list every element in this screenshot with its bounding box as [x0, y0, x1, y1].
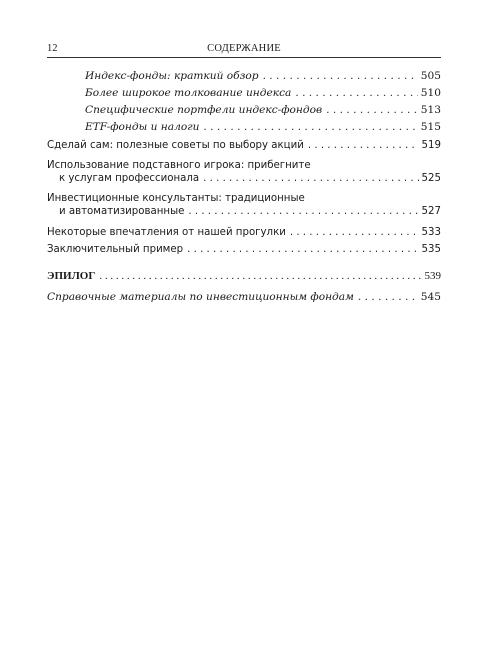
leader-dots	[203, 172, 418, 185]
leader-dots	[99, 270, 421, 283]
toc-entry	[47, 291, 441, 304]
toc-entry-page: 510	[420, 87, 441, 99]
toc-entry-page: 533	[421, 227, 441, 238]
toc-entry-title: и автоматизированные	[59, 206, 185, 217]
toc-entry	[85, 87, 441, 100]
toc-entry	[47, 139, 441, 152]
leader-dots	[358, 291, 418, 304]
toc-entry-title: Справочные материалы по инвестиционным фондам	[47, 291, 354, 303]
toc-entry-title: Некоторые впечатления от нашей прогулки	[47, 227, 286, 238]
header-rule	[47, 57, 441, 58]
running-title: СОДЕРЖАНИЕ	[207, 43, 281, 54]
toc-entry-title: Индекс-фонды: краткий обзор	[85, 70, 259, 82]
toc-entry	[85, 70, 441, 83]
toc-entry	[47, 192, 441, 218]
toc-entry	[47, 159, 441, 185]
leader-dots	[263, 70, 418, 83]
running-header	[47, 43, 441, 57]
leader-dots	[326, 104, 418, 117]
leader-dots	[308, 139, 419, 152]
toc-entry-page: 539	[424, 270, 441, 282]
toc-entry-title-line1: Использование подставного игрока: прибегните	[47, 160, 311, 171]
toc-entry	[47, 243, 441, 256]
toc-entry-page: 505	[420, 70, 441, 82]
toc-entry-page: 513	[420, 104, 441, 116]
toc-entry-page: 535	[421, 244, 441, 255]
leader-dots	[187, 243, 418, 256]
toc-entry	[85, 104, 441, 117]
toc-entry-title: ETF-фонды и налоги	[85, 121, 200, 133]
toc-entry-title: Заключительный пример	[47, 244, 184, 255]
toc-entry	[47, 270, 441, 283]
toc-entry-page: 515	[420, 121, 441, 133]
toc-entry-title: Более широкое толкование индекса	[85, 87, 292, 99]
leader-dots	[188, 205, 418, 218]
leader-dots	[203, 121, 417, 134]
toc-entry-page: 519	[421, 140, 441, 151]
toc-entry	[85, 121, 441, 134]
leader-dots	[295, 87, 417, 100]
toc-entry-title: Специфические портфели индекс-фондов	[85, 104, 323, 116]
page-number: 12	[47, 43, 58, 54]
toc-entry-page: 525	[421, 173, 441, 184]
leader-dots	[290, 226, 419, 239]
toc-entry-page: 545	[420, 291, 441, 303]
toc-entry-title: Сделай сам: полезные советы по выбору акций	[47, 140, 304, 151]
toc-entry-title: к услугам профессионала	[59, 173, 200, 184]
toc-entry-title: ЭПИЛОГ	[47, 270, 96, 282]
toc-entry	[47, 226, 441, 239]
toc-entry-page: 527	[421, 206, 441, 217]
toc-entry-title-line1: Инвестиционные консультанты: традиционные	[47, 193, 305, 204]
